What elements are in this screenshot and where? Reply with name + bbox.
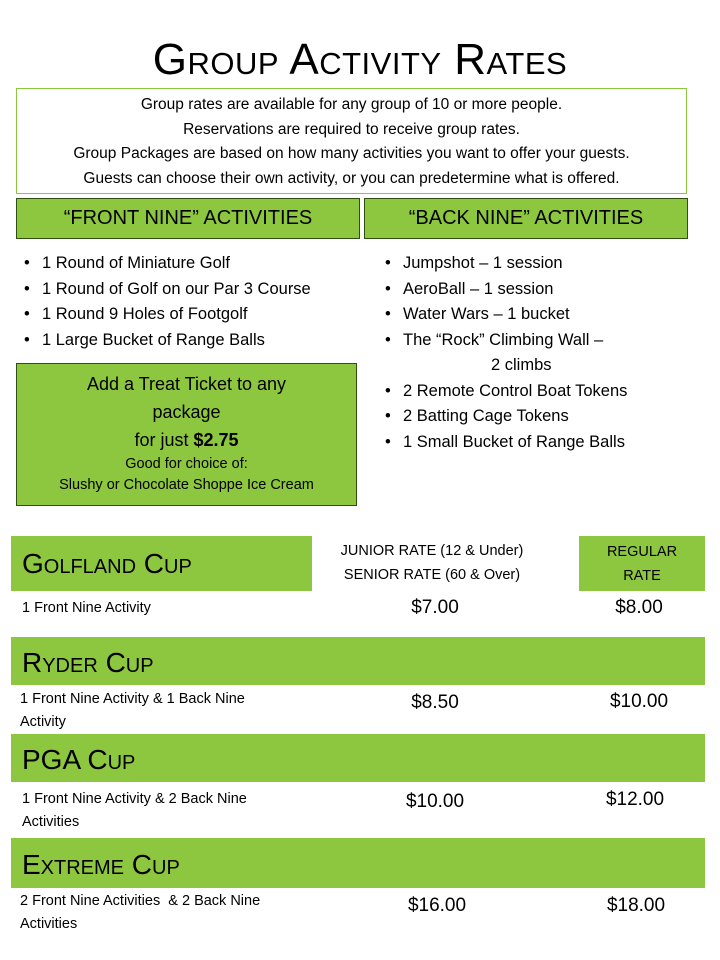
junior-price: $8.50 <box>411 692 459 713</box>
page-title: Group Activity Rates <box>152 35 568 84</box>
junior-price: $10.00 <box>405 791 465 812</box>
treat-line: Add a Treat Ticket to any <box>86 374 287 394</box>
back-nine-header: “BACK NINE” ACTIVITIES <box>364 198 688 239</box>
list-item: • 2 Batting Cage Tokens <box>383 404 703 430</box>
treat-price-line <box>17 426 356 454</box>
regular-price: $8.00 <box>615 597 663 618</box>
cup-name: PGA Cup <box>22 744 136 775</box>
junior-price: $16.00 <box>407 895 467 916</box>
list-item-continuation: 2 climbs <box>491 356 552 374</box>
regular-rate-header: REGULAR RATE <box>606 544 678 584</box>
intro-line: Reservations are required to receive group rates. <box>183 120 520 138</box>
junior-price: $7.00 <box>411 597 459 618</box>
intro-line: Group Packages are based on how many activities you want to offer your guests. <box>73 145 630 162</box>
intro-box <box>16 88 687 194</box>
front-nine-header: “FRONT NINE” ACTIVITIES <box>16 198 360 239</box>
list-item <box>383 328 703 379</box>
treat-line: package <box>152 402 221 422</box>
treat-ticket-box <box>16 363 357 506</box>
list-item: • 2 Remote Control Boat Tokens <box>383 379 703 405</box>
cup-name: Golfland Cup <box>22 548 192 579</box>
cup-desc: 1 Front Nine Activity & 2 Back Nine Activities <box>22 791 247 830</box>
list-item: • 1 Round 9 Holes of Footgolf <box>22 302 362 328</box>
list-item: • 1 Round of Miniature Golf <box>22 251 362 277</box>
cup-desc: 1 Front Nine Activity <box>22 600 151 616</box>
cup-name: Ryder Cup <box>22 647 154 678</box>
list-item: • Water Wars – 1 bucket <box>383 302 703 328</box>
back-nine-list <box>383 251 703 455</box>
treat-price: $2.75 <box>193 430 239 450</box>
cup-desc: 2 Front Nine Activities & 2 Back Nine Activities <box>20 893 261 932</box>
intro-line: Group rates are available for any group of 10 or more people. <box>140 96 563 113</box>
cup-name: Extreme Cup <box>22 849 180 880</box>
list-item-text: The “Rock” Climbing Wall – <box>403 330 604 349</box>
list-item: • Jumpshot – 1 session <box>383 251 703 277</box>
list-item: • AeroBall – 1 session <box>383 277 703 303</box>
regular-price: $10.00 <box>609 691 669 712</box>
list-item: • 1 Round of Golf on our Par 3 Course <box>22 277 362 303</box>
intro-line: Guests can choose their own activity, or you can predetermine what is offered. <box>83 169 620 187</box>
regular-price: $12.00 <box>605 789 665 810</box>
treat-line: Slushy or Chocolate Shoppe Ice Cream <box>59 477 314 493</box>
cup-desc: 1 Front Nine Activity & 1 Back Nine Activity <box>20 691 245 730</box>
treat-line: Good for choice of: <box>125 456 248 472</box>
list-item: • 1 Large Bucket of Range Balls <box>22 328 362 354</box>
front-nine-list <box>22 251 362 353</box>
junior-rate-header: JUNIOR RATE (12 & Under) SENIOR RATE (60 & Over) <box>340 543 524 583</box>
treat-price-prefix: for just <box>134 430 194 450</box>
regular-price: $18.00 <box>606 895 666 916</box>
list-item: • 1 Small Bucket of Range Balls <box>383 430 703 456</box>
